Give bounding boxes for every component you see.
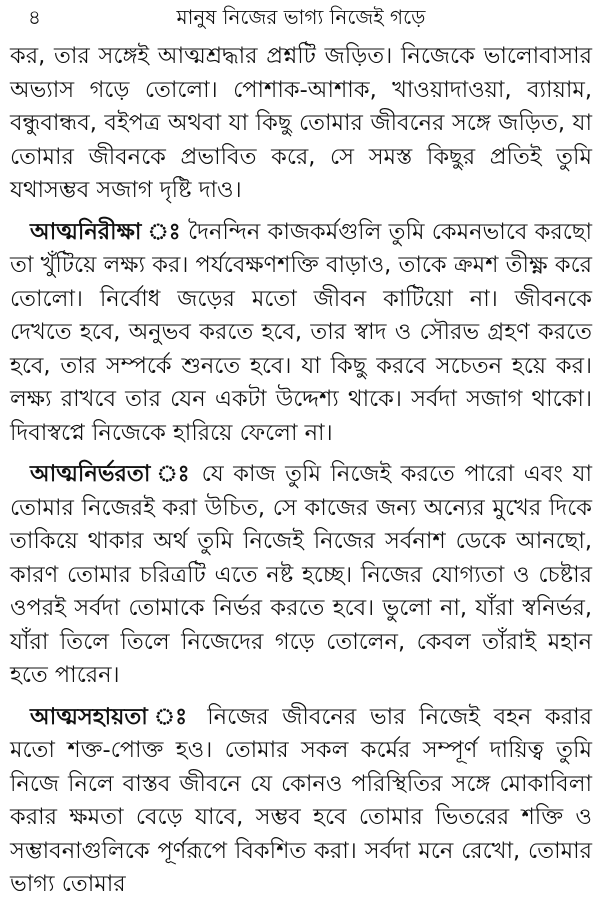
paragraph-text: দৈনন্দিন কাজকর্মগুলি তুমি কেমনভাবে করছো তা খুঁটিয়ে লক্ষ্য কর। পর্যবেক্ষণশক্তি বাড়াও, তাকে ক্রমশ তীক্ষ্ণ করে তোলো। নির্বোধ জড়ের মতো জীবন কাটিয়ো না। জীবনকে দেখতে হবে, অনুভব করতে হবে, তার স্বাদ ও সৌরভ গ্রহণ করতে হবে, তার সম্পর্কে শুনতে হবে। যা কিছু করবে সচেতন হয়ে কর। লক্ষ্য রাখবে তার যেন একটা উদ্দেশ্য থাকে। সর্বদা সজাগ থাকো। দিবাস্বপ্নে নিজেকে হারিয়ে ফেলো না। bbox=[10, 218, 592, 446]
running-title: মানুষ নিজের ভাগ্য নিজেই গড়ে bbox=[176, 5, 426, 29]
paragraph-text: কর, তার সঙ্গেই আত্মশ্রদ্ধার প্রশ্নটি জড়িত। নিজেকে ভালোবাসার অভ্যাস গড়ে তোলো। পোশাক-আশাক, খাওয়াদাওয়া, ব্যায়াম, বন্ধুবান্ধব, বইপত্র অথবা যা কিছু তোমার জীবনের সঙ্গে জড়িত, যা তোমার জীবনকে প্রভাবিত করে, সে সমস্ত কিছুর প্রতিই তুমি যথাসম্ভব সজাগ দৃষ্টি দাও। bbox=[10, 43, 592, 203]
page-header bbox=[10, 0, 592, 40]
section-term: আত্মনির্ভরতা ঃ bbox=[30, 461, 193, 487]
page-number: ৪ bbox=[28, 5, 41, 29]
section-term: আত্মসহায়তা ঃ bbox=[30, 703, 194, 730]
paragraph-text: যে কাজ তুমি নিজেই করতে পারো এবং যা তোমার নিজেরই করা উচিত, সে কাজের জন্য অন্যের মুখের দিকে তাকিয়ে থাকার অর্থ তুমি নিজেই নিজের সর্বনাশ ডেকে আনছো, কারণ তোমার চরিত্রটি এতে নষ্ট হচ্ছে। নিজের যোগ্যতা ও চেষ্টার ওপরই সর্বদা তোমাকে নির্ভর করতে হবে। ভুলো না, যাঁরা স্বনির্ভর, যাঁরা তিলে তিলে নিজেদের গড়ে তোলেন, কেবল তাঁরাই মহান হতে পারেন। bbox=[10, 461, 592, 688]
section-term: আত্মনিরীক্ষা ঃ bbox=[30, 218, 181, 245]
paragraph-self-help bbox=[10, 701, 592, 902]
paragraph-self-respect bbox=[10, 40, 592, 208]
paragraph-self-examination bbox=[10, 216, 592, 451]
paragraph-text: নিজের জীবনের ভার নিজেই বহন করার মতো শক্ত-পোক্ত হও। তোমার সকল কর্মের সম্পূর্ণ দায়িত্ব তুমি নিজে নিলে বাস্তব জীবনে যে কোনও পরিস্থিতির সঙ্গে মোকাবিলা করার ক্ষমতা বেড়ে যাবে, সম্ভব হবে তোমার ভিতরের শক্তি ও সম্ভাবনাগুলিকে পূর্ণরূপে বিকশিত করা। সর্বদা মনে রেখো, তোমার ভাগ্য তোমার bbox=[10, 703, 593, 897]
paragraph-self-reliance bbox=[10, 458, 592, 693]
